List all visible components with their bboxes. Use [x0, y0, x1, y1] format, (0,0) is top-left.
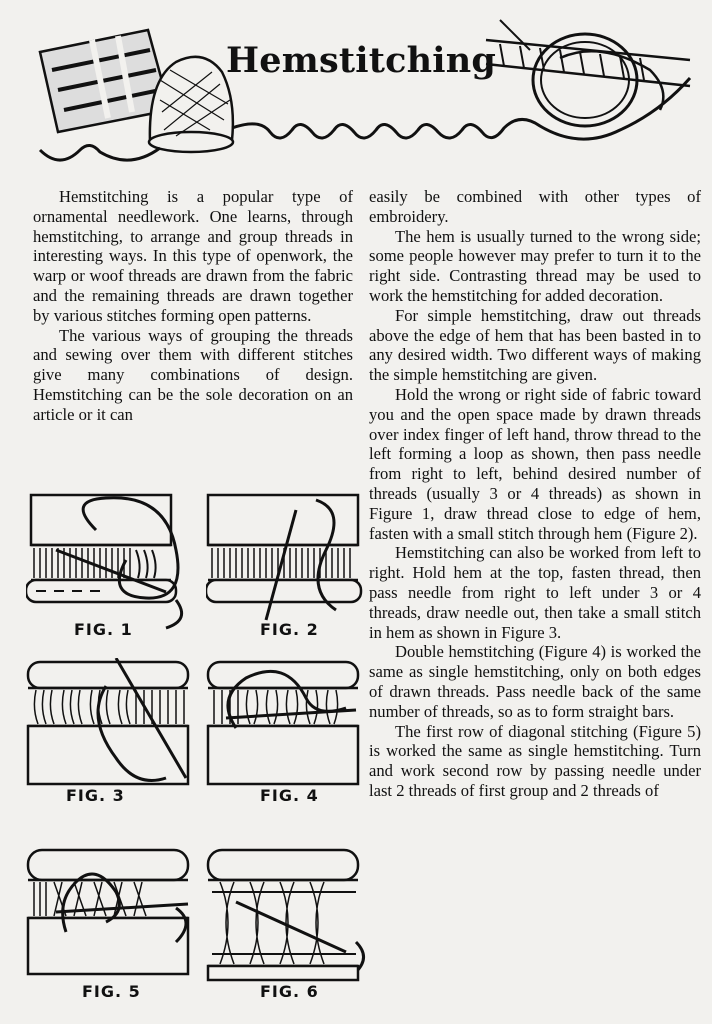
figure-4-illustration: [206, 658, 366, 798]
figure-5: [26, 842, 196, 1001]
figure-1: [26, 490, 196, 639]
figure-1-caption: FIG. 1: [74, 620, 133, 639]
paragraph: Hold the wrong or right side of fabric toward you and the open space made by drawn threads over index finger of left hand, throw thread to the left forming a loop as shown, then pass needle from right to left, behind desired number of threads (usually 3 or 4 threads) as shown in Figure 1, draw thread close to edge of hem, fasten with a small stitch through hem (Figure 2).: [369, 384, 701, 543]
right-text-column: [369, 187, 701, 801]
paragraph: Hemstitching can also be worked from left to right. Hold hem at the top, fasten thread, then pass needle from right to left under 3 or 4 threads, draw needle out, then take a small stitch in hem as shown in Figure 3.: [369, 543, 701, 642]
figure-3-illustration: [26, 658, 196, 798]
figure-5-caption: FIG. 5: [82, 982, 141, 1001]
paragraph: The first row of diagonal stitching (Figure 5) is worked the same as single hemstitching. Turn and work second row by passing needle under last 2 threads of first group and 2 threads of: [369, 721, 701, 800]
paragraph: For simple hemstitching, draw out threads above the edge of hem that has been basted in to any desired width. Two different ways of making the simple hemstitching are given.: [369, 305, 701, 385]
figure-grid: [22, 486, 368, 1018]
figure-6-illustration: [206, 842, 366, 982]
figure-1-illustration: [26, 490, 196, 630]
page-title: Hemstitching: [226, 40, 497, 81]
figure-3: [26, 658, 196, 805]
embroidery-hoop-icon: [486, 20, 690, 126]
figure-2: [206, 490, 366, 639]
header-banner: [0, 0, 712, 175]
figure-2-caption: FIG. 2: [260, 620, 319, 639]
figure-6-caption: FIG. 6: [260, 982, 319, 1001]
figure-4: [206, 658, 366, 805]
paragraph: The hem is usually turned to the wrong side; some people however may prefer to turn it to the right side. Contrasting thread may be used to work the hemstitching for added decoration.: [369, 226, 701, 305]
figure-3-caption: FIG. 3: [66, 786, 125, 805]
paragraph: Hemstitching is a popular type of ornamental needlework. One learns, through hemstitching, to arrange and group threads in interesting ways. In this type of openwork, the warp or woof threads are drawn from the fabric and the remaining threads are drawn together by various stitches forming open patterns.: [33, 187, 353, 325]
figure-2-illustration: [206, 490, 366, 630]
thimble-icon: [149, 57, 233, 152]
paragraph: Double hemstitching (Figure 4) is worked the same as single hemstitching, only on both edges of drawn threads. Pass needle back of the same number of threads, so as to form straight bars.: [369, 642, 701, 721]
left-text-column: [33, 187, 353, 425]
paragraph: The various ways of grouping the threads and sewing over them with different stitches give many combinations of design. Hemstitching can be the sole decoration on an article or it can: [33, 325, 353, 424]
header-decoration: [0, 0, 712, 175]
paragraph: easily be combined with other types of embroidery.: [369, 187, 701, 226]
figure-6: [206, 842, 366, 1001]
figure-4-caption: FIG. 4: [260, 786, 319, 805]
figure-5-illustration: [26, 842, 196, 982]
